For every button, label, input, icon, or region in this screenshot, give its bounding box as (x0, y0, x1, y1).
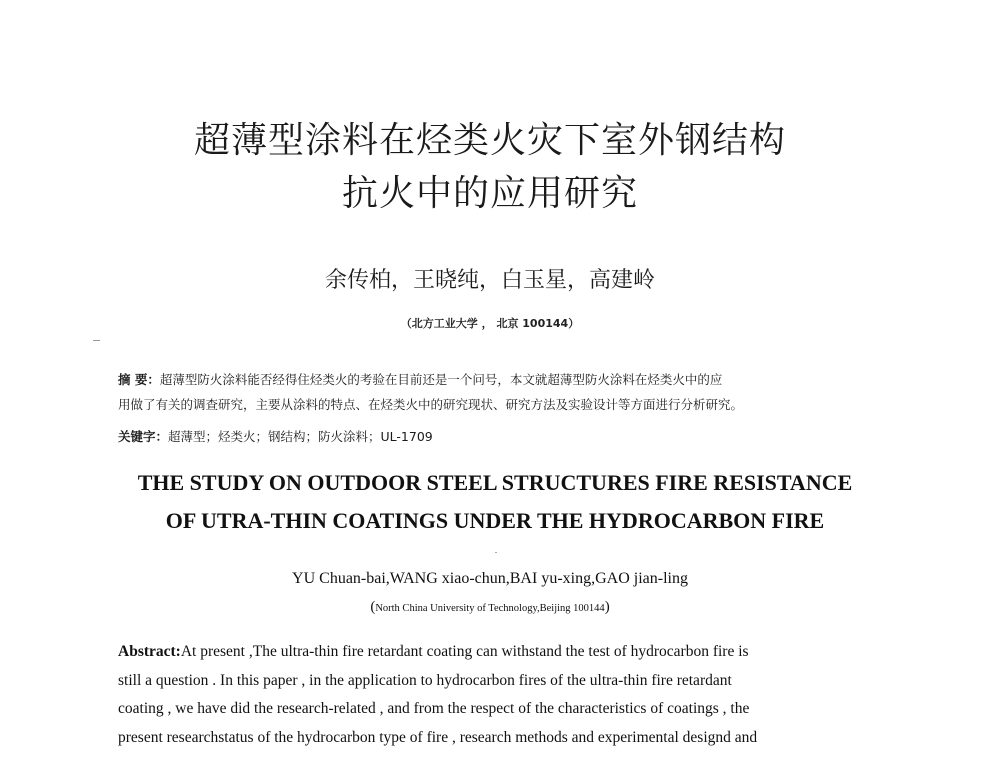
affiliation-close-paren: ) (604, 599, 610, 615)
english-affiliation (0, 599, 980, 616)
english-authors: YU Chuan-bai,WANG xiao-chun,BAI yu-xing,GAO jian-ling (292, 570, 688, 587)
chinese-keywords-text: 超薄型；烃类火；钢结构；防火涂料；UL-1709 (168, 429, 433, 444)
stray-dot (495, 552, 497, 553)
chinese-keywords (118, 427, 878, 445)
english-abstract (118, 638, 860, 752)
chinese-abstract-label: 摘 要： (118, 372, 160, 387)
chinese-title-line-1: 超薄型涂料在烃类火灾下室外钢结构 (193, 120, 786, 161)
chinese-abstract-text-1: 超薄型防火涂料能否经得住烃类火的考验在目前还是一个问号，本文就超薄型防火涂料在烃类火中的应 (159, 372, 723, 387)
chinese-abstract (118, 367, 878, 417)
chinese-keywords-label: 关键字： (118, 429, 169, 444)
chinese-authors: 余传柏，王晓纯，白玉星，高建岭 (324, 268, 655, 293)
english-abstract-label: Abstract: (118, 643, 181, 660)
chinese-abstract-line-2: 用做了有关的调查研究，主要从涂料的特点、在烃类火中的研究现状、研究方法及实验设计等方面进行分析研究。 (118, 397, 744, 412)
english-abstract-line-1 (118, 638, 860, 667)
english-abstract-text-1: At present ,The ultra-thin fire retardant coating can withstand the test of hydrocarbon fire is (180, 643, 749, 660)
english-abstract-line-4: present researchstatus of the hydrocarbon type of fire , research methods and experimental designd and (118, 728, 758, 746)
margin-mark (93, 340, 100, 341)
affiliation-open-paren: ( (370, 599, 376, 615)
english-abstract-line-2: still a question . In this paper , in the application to hydrocarbon fires of the ultra-thin fire retardant (118, 671, 732, 689)
english-title-line-1: THE STUDY ON OUTDOOR STEEL STRUCTURES FIRE RESISTANCE (137, 470, 853, 495)
english-title-line-2: OF UTRA-THIN COATINGS UNDER THE HYDROCARBON FIRE (165, 508, 825, 533)
chinese-affiliation: （北方工业大学 ， 北京 100144） (400, 317, 580, 330)
english-affiliation-text: North China University of Technology,Beijing 100144 (375, 603, 605, 614)
chinese-title-line-2: 抗火中的应用研究 (341, 173, 638, 214)
chinese-abstract-line-1 (118, 367, 878, 392)
english-abstract-line-3: coating , we have did the research-related , and from the respect of the characteristics of coatings , the (118, 700, 750, 717)
